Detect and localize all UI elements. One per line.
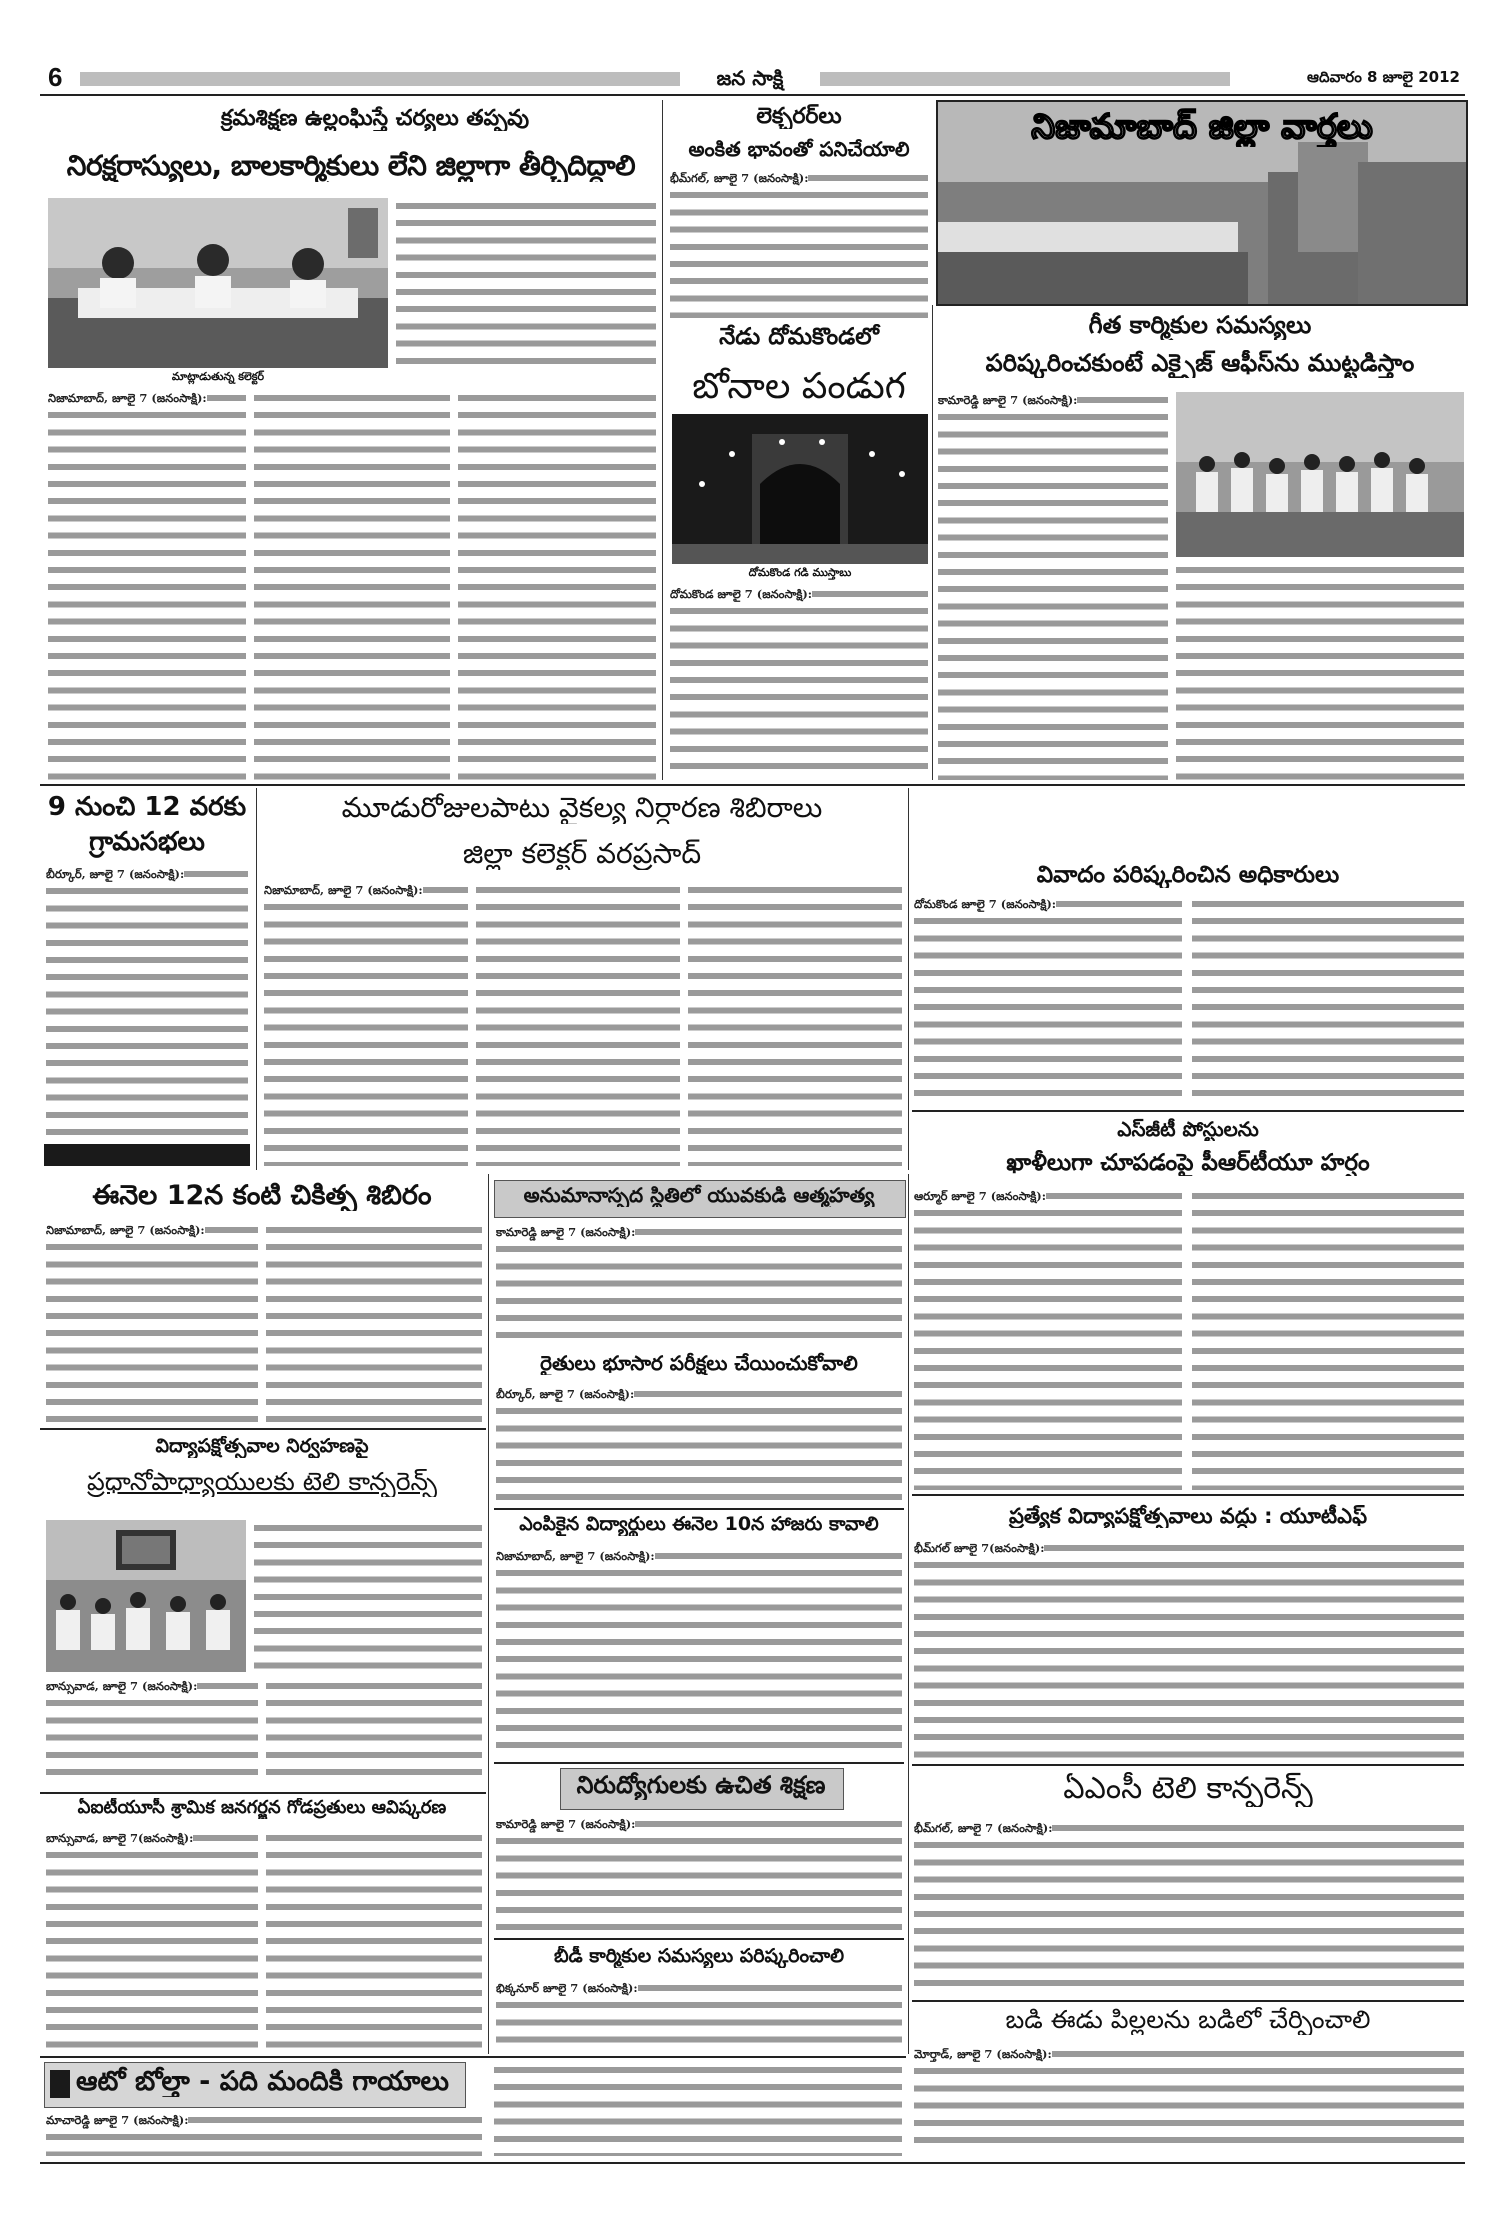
- column-rule: [908, 1174, 909, 2054]
- article-headline: ఈనెల 12న కంటి చికిత్స శిబిరం: [92, 1180, 432, 1211]
- section-rule: [912, 1764, 1464, 1766]
- article-body-col3: [688, 882, 902, 1166]
- article-body-col2: [494, 2062, 902, 2156]
- article-headline: అనుమానాస్పద స్థితిలో యువకుడి ఆత్మహత్య: [523, 1184, 875, 1207]
- article-body: [914, 2046, 1464, 2150]
- article-body-col2: [1192, 1188, 1464, 1490]
- article-headline: ఎంపికైన విద్యార్థులు ఈనెల 10న హాజరు కావాలి: [519, 1514, 879, 1535]
- article-body-col1: [254, 1520, 482, 1672]
- section-rule: [912, 1110, 1464, 1112]
- article-dateline: కామారెడ్డి జూలై 7 (జనంసాక్షి):: [496, 1817, 636, 1831]
- collector-meeting-photo: [48, 198, 388, 368]
- section-rule: [912, 1494, 1464, 1496]
- article-dateline: నిజామాబాద్, జూలై 7 (జనంసాక్షి):: [48, 391, 207, 405]
- article-dateline: దోమకొండ జూలై 7 (జనంసాక్షి):: [914, 897, 1057, 911]
- article-dateline: నిజామాబాద్, జూలై 7 (జనంసాక్షి):: [496, 1549, 655, 1563]
- photo-caption: దోమకొండ గడి ముస్తాబు: [748, 566, 852, 579]
- section-rule: [494, 1938, 904, 1940]
- page-bottom-rule: [40, 2162, 1465, 2164]
- article-dateline: భీమ్‌గల్ జూలై 7(జనంసాక్షి):: [914, 1541, 1045, 1555]
- article-dateline: బాన్సువాడ, జూలై 7(జనంసాక్షి):: [46, 1831, 194, 1845]
- article-headline: 9 నుంచి 12 వరకు గ్రామసభలు: [47, 792, 247, 858]
- conference-photo: [46, 1520, 246, 1672]
- page-number: 6: [48, 62, 63, 92]
- article-body-col1: [264, 882, 468, 1166]
- article-headline: నిరుద్యోగులకు ఉచిత శిక్షణ: [576, 1772, 826, 1799]
- article-body-col1: [914, 896, 1182, 1104]
- section-rule: [40, 784, 1465, 786]
- article-body-col2: [254, 390, 450, 782]
- article-body: [46, 866, 248, 1138]
- column-rule: [256, 788, 257, 1170]
- article-headline: ఏఐటీయూసీ శ్రామిక జనగర్జన గోడప్రతులు ఆవిష్కరణ: [77, 1798, 447, 1818]
- article-dateline: నిజామాబాద్, జూలై 7 (జనంసాక్షి):: [46, 1223, 205, 1237]
- section-rule: [912, 2000, 1464, 2002]
- district-banner: [936, 100, 1468, 306]
- page-date: ఆదివారం 8 జూలై 2012: [1307, 68, 1460, 86]
- article-body-col3: [266, 1678, 482, 1786]
- article-body-col4: [458, 390, 656, 782]
- article-headline: రైతులు భూసార పరీక్షలు చేయించుకోవాలి: [540, 1352, 858, 1375]
- article-headline: మూడురోజులపాటు వైకల్య నిర్ధారణ శిబిరాలు: [341, 792, 823, 824]
- article-body: [496, 1548, 902, 1756]
- article-dateline: భీమ్‌గల్‌, జూలై 7 (జనంసాక్షి):: [670, 171, 809, 185]
- section-rule: [40, 2056, 906, 2058]
- article-body-col3: [396, 198, 656, 374]
- article-dateline: నిజామాబాద్, జూలై 7 (జనంసాక్షి):: [264, 883, 423, 897]
- article-body: [496, 1224, 902, 1340]
- article-headline: ఖాళీలుగా చూపడంపై పీఆర్‌టీయూ హర్షం: [1006, 1150, 1370, 1176]
- article-body-col2: [46, 1678, 258, 1786]
- article-dateline: కామారెడ్డి జూలై 7 (జనంసాక్షి):: [938, 393, 1078, 407]
- temple-photo: [672, 414, 928, 564]
- article-dateline: ఆర్మూర్ జూలై 7 (జనంసాక్షి):: [914, 1189, 1046, 1203]
- article-kicker: క్రమశిక్షణ ఉల్లంఘిస్తే చర్యలు తప్పవు: [220, 106, 530, 131]
- article-headline: బీడీ కార్మికుల సమస్యలు పరిష్కరించాలి: [553, 1946, 844, 1967]
- article-headline: ఆటో బోల్తా - పది మందికి గాయాలు: [76, 2066, 449, 2097]
- protest-photo: [1176, 392, 1464, 557]
- article-body-col1: [46, 1222, 258, 1422]
- article-dateline: మాచారెడ్డి జూలై 7 (జనంసాక్షి):: [46, 2113, 189, 2127]
- article-body: [670, 586, 928, 780]
- article-body-col1: [938, 392, 1168, 780]
- masthead-rule: [40, 94, 1465, 96]
- article-body-col2: [266, 1830, 482, 2048]
- article-body: [670, 170, 928, 318]
- article-kicker: లెక్చరర్‌లు: [756, 104, 842, 129]
- column-rule: [662, 100, 663, 780]
- article-body: [496, 1980, 902, 2052]
- article-headline: నిరక్షరాస్యులు, బాలకార్మికులు లేని జిల్లాగా తీర్చిదిద్దాలి: [66, 150, 636, 182]
- article-dateline: బీర్కూర్, జూలై 7 (జనంసాక్షి):: [46, 867, 185, 881]
- photo-caption: మాట్లాడుతున్న కలెక్టర్: [171, 370, 265, 383]
- masthead-bar-left: [80, 72, 680, 86]
- article-body-col1: [46, 2112, 482, 2156]
- section-rule: [494, 1762, 904, 1764]
- article-dateline: దోమకొండ జూలై 7 (జనంసాక్షి):: [670, 587, 813, 601]
- article-dateline: మోర్తాడ్, జూలై 7 (జనంసాక్షి):: [914, 2047, 1052, 2061]
- article-headline: బడి ఈడు పిల్లలను బడిలో చేర్పించాలి: [1005, 2006, 1371, 2034]
- black-rule-block: [44, 1144, 250, 1166]
- article-kicker: విద్యాపక్షోత్సవాల నిర్వహణపై: [155, 1436, 369, 1457]
- article-body-col2: [266, 1222, 482, 1422]
- article-body: [496, 1386, 902, 1504]
- section-rule: [40, 1792, 486, 1794]
- article-body-col1: [46, 1830, 258, 2048]
- article-kicker: ఎస్‌జీటీ పోస్టులను: [1117, 1118, 1259, 1141]
- paper-logo: జన సాక్షి: [716, 66, 784, 90]
- column-rule: [908, 788, 909, 1170]
- section-rule: [40, 1428, 486, 1430]
- article-headline: అంకిత భావంతో పనిచేయాలి: [688, 138, 910, 161]
- section-rule: [494, 1508, 904, 1510]
- article-headline-line2: పరిష్కరించకుంటే ఎక్సైజ్ ఆఫీస్‌ను ముట్టడిస్తాం: [985, 350, 1415, 377]
- article-body-col1: [914, 1188, 1182, 1490]
- article-body: [914, 1820, 1464, 1994]
- article-body-col2: [1176, 562, 1464, 780]
- article-body: [914, 1540, 1464, 1758]
- article-body: [496, 1816, 902, 1932]
- article-body-col2: [476, 882, 680, 1166]
- article-headline: ప్రత్యేక విద్యాపక్షోత్సవాలు వద్దు : యూటీఎఫ్: [1008, 1504, 1368, 1528]
- article-body-col1: [48, 390, 246, 782]
- article-dateline: భీమ్‌గల్, జూలై 7 (జనంసాక్షి):: [914, 1821, 1053, 1835]
- column-rule: [488, 1174, 489, 2054]
- article-dateline: బీర్కూర్, జూలై 7 (జనంసాక్షి):: [496, 1387, 635, 1401]
- article-headline: ఏఎంసీ టెలి కాన్ఫరెన్స్: [1063, 1772, 1313, 1806]
- article-body-col2: [1192, 896, 1464, 1104]
- article-kicker: నేడు దోమకొండలో: [719, 324, 879, 350]
- article-headline: వివాదం పరిష్కరించిన అధికారులు: [1036, 862, 1340, 888]
- article-dateline: భిక్కనూర్ జూలై 7 (జనంసాక్షి):: [496, 1981, 638, 1995]
- article-headline-line1: గీత కార్మికుల సమస్యలు: [1088, 312, 1312, 339]
- article-headline: బోనాల పండుగ: [692, 366, 906, 407]
- masthead-bar-right: [820, 72, 1230, 86]
- article-headline: ప్రధానోపాధ్యాయులకు టెలి కాన్ఫరెన్స్: [87, 1468, 437, 1496]
- article-dateline: బాన్సువాడ, జూలై 7 (జనంసాక్షి):: [46, 1679, 198, 1693]
- banner-title: నిజామాబాద్ జిల్లా వార్తలు: [1031, 108, 1373, 147]
- column-rule: [932, 305, 933, 780]
- article-dateline: కామారెడ్డి జూలై 7 (జనంసాక్షి):: [496, 1225, 636, 1239]
- article-subhead: జిల్లా కలెక్టర్ వరప్రసాద్: [462, 838, 702, 870]
- headline-bullet: [50, 2070, 70, 2098]
